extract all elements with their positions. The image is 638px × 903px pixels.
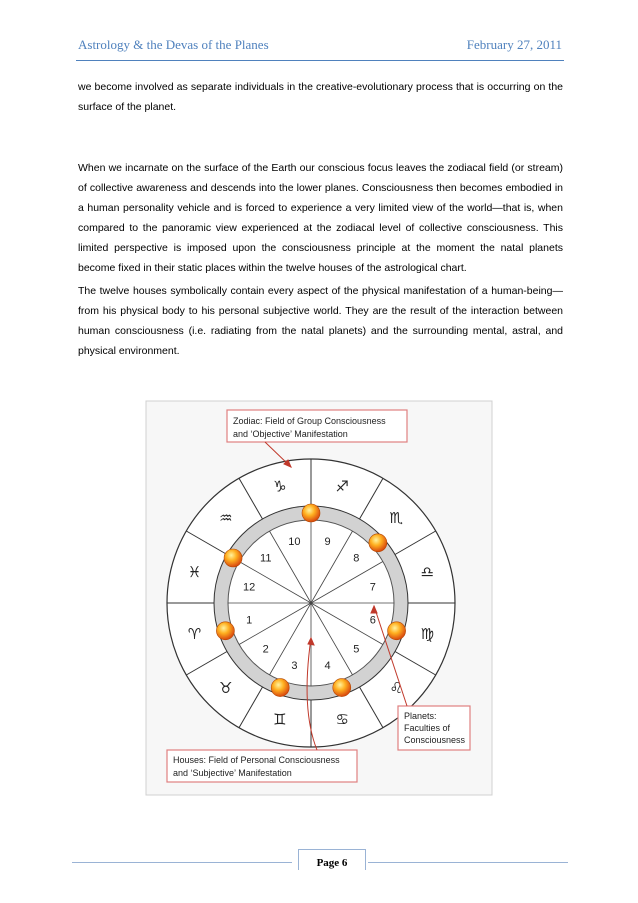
houses-label-box — [167, 750, 357, 782]
zodiac-label-line-1: Zodiac: Field of Group Consciousness — [233, 416, 386, 426]
document-date: February 27, 2011 — [466, 37, 562, 52]
zodiac-sign-glyph: ♊ — [273, 710, 287, 729]
planet-marker — [271, 679, 289, 697]
page-header — [78, 37, 562, 59]
zodiac-sign-glyph: ♈ — [187, 625, 202, 644]
zodiac-sign-glyph: ♑ — [273, 477, 287, 496]
house-number: 4 — [324, 659, 331, 672]
zodiac-sign-glyph: ♐ — [335, 477, 349, 496]
house-number: 6 — [369, 614, 376, 627]
houses-label-line-2: and ‘Subjective’ Manifestation — [173, 768, 292, 778]
zodiac-sign-glyph: ♍ — [420, 625, 435, 644]
house-number: 1 — [246, 614, 253, 627]
planets-label-line-1: Planets: — [404, 711, 437, 721]
houses-label-line-1: Houses: Field of Personal Consciousness — [173, 755, 340, 765]
planet-marker — [302, 504, 320, 522]
house-number: 5 — [353, 643, 360, 656]
zodiac-sign-glyph: ♓ — [187, 562, 202, 581]
zodiac-sign-glyph: ♉ — [219, 679, 233, 698]
header-rule — [76, 60, 564, 61]
zodiac-label-box — [227, 410, 407, 442]
page-number: Page 6 — [298, 849, 366, 870]
zodiac-sign-glyph: ♒ — [219, 508, 233, 527]
planets-label-line-3: Consciousness — [404, 735, 466, 745]
zodiac-wheel — [167, 459, 455, 747]
paragraph-3: The twelve houses symbolically contain every aspect of the physical manifestation of a human-being—from his physical body to his personal subjective world. They are the result of the interaction between human consciousness (i.e. radiating from the natal planets) and the surrounding mental, astral, and physical environment. — [78, 285, 563, 357]
astrology-chart-figure — [145, 400, 493, 796]
astrology-chart-svg — [145, 400, 493, 796]
footer-rule-left — [72, 862, 292, 863]
zodiac-sign-glyph: ♎ — [420, 562, 435, 581]
zodiac-sign-glyph: ♌ — [389, 679, 403, 698]
planet-marker — [224, 549, 242, 567]
paragraph-1: we become involved as separate individuals in the creative-evolutionary process that is occurring on the surface of the planet. — [78, 81, 563, 113]
footer-rule-right — [368, 862, 568, 863]
zodiac-sign-glyph: ♏ — [389, 508, 403, 527]
planet-marker — [216, 622, 234, 640]
house-number: 2 — [262, 643, 269, 656]
document-title: Astrology & the Devas of the Planes — [78, 37, 269, 52]
house-number: 10 — [288, 536, 301, 549]
zodiac-sign-glyph: ♋ — [335, 710, 349, 729]
planets-label-line-2: Faculties of — [404, 723, 451, 733]
planet-marker — [333, 679, 351, 697]
house-number: 11 — [260, 552, 272, 565]
house-number: 3 — [291, 659, 298, 672]
zodiac-label-line-2: and ‘Objective’ Manifestation — [233, 429, 348, 439]
house-number: 8 — [353, 552, 360, 565]
house-number: 12 — [243, 581, 256, 594]
planets-label-box — [398, 706, 470, 750]
planet-marker — [388, 622, 406, 640]
page-footer — [72, 848, 568, 878]
planet-marker — [369, 534, 387, 552]
house-number: 7 — [369, 581, 376, 594]
house-number: 9 — [324, 536, 331, 549]
paragraph-2: When we incarnate on the surface of the Earth our conscious focus leaves the zodiacal field (or stream) of collective awareness and descends into the lower planes. Consciousness then becomes embodied in a human personality vehicle and is forced to experience a very limited view of the world—that is, when compared to the panoramic view experienced at the zodiacal level of collective consciousness. This limited perspective is imposed upon the consciousness principle at the moment the natal planets become fixed in their static places within the twelve houses of the astrological chart. — [78, 162, 563, 274]
